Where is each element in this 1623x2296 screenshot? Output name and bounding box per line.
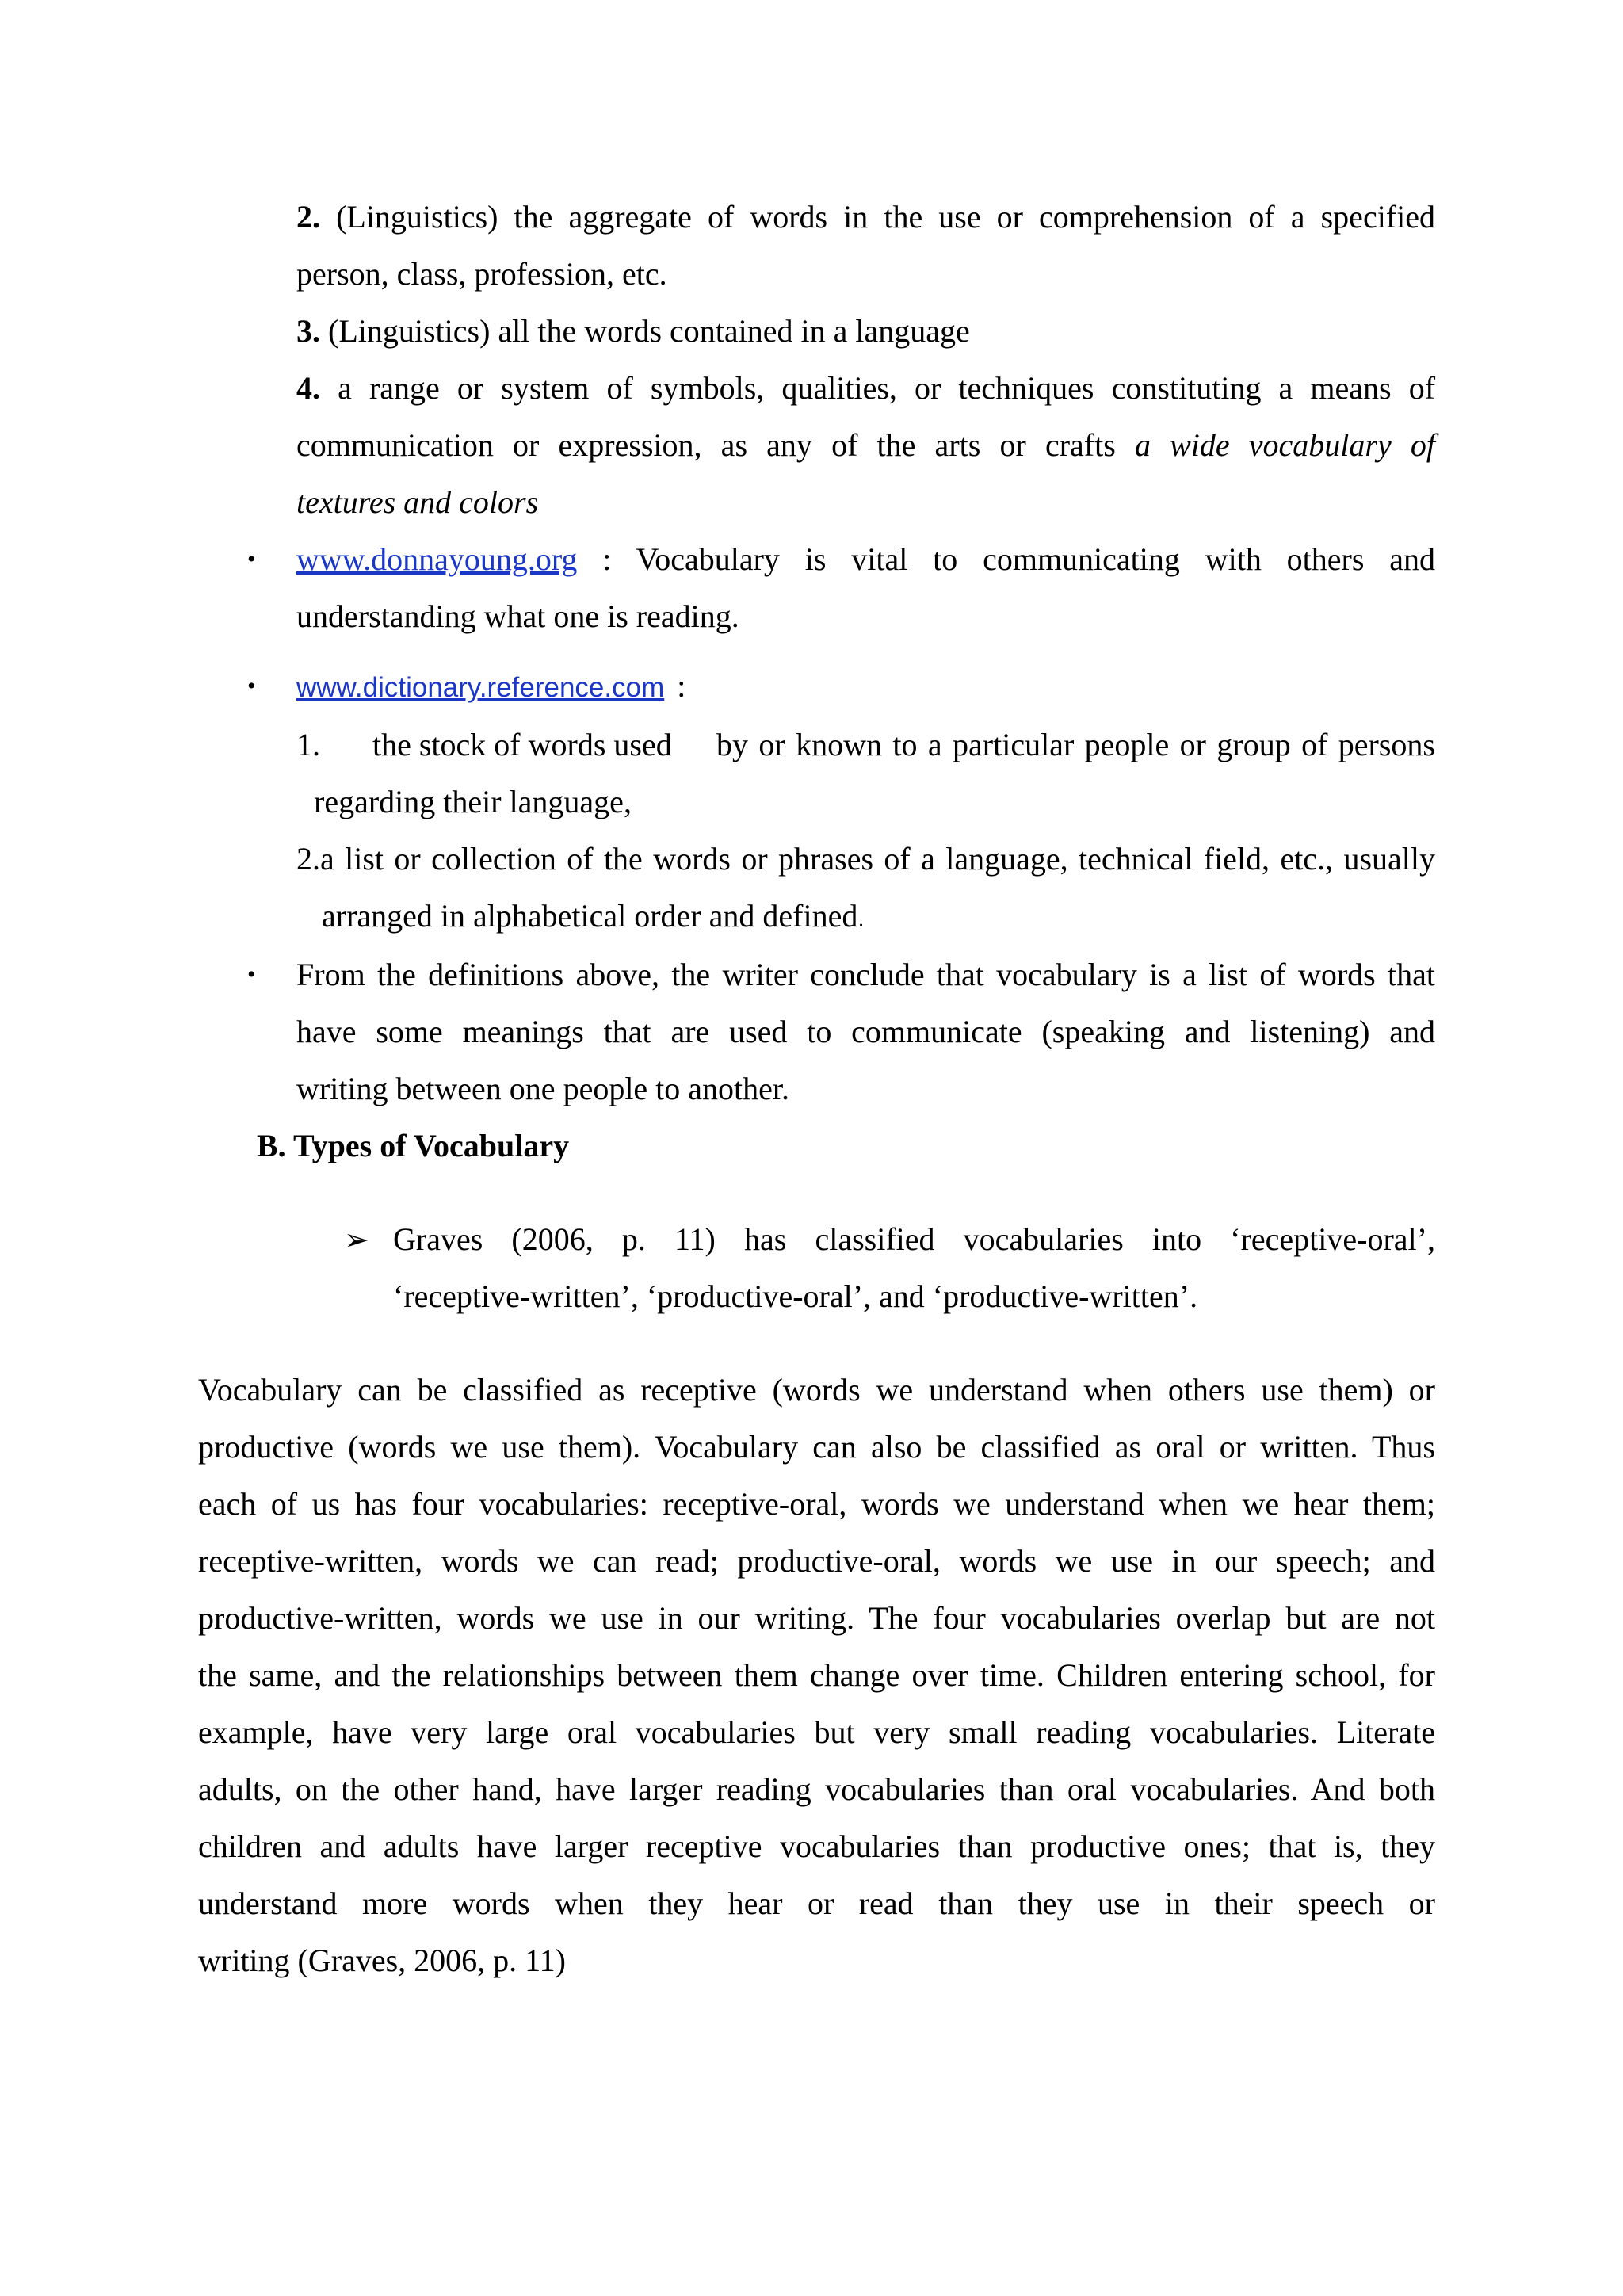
definition-2-line-2: person, class, profession, etc. [296,256,667,292]
definition-3 [296,303,970,360]
paragraph-line: example, have very large oral vocabularies but very small reading vocabularies. Literate [198,1714,1435,1750]
paragraph-line: children and adults have larger receptive vocabularies than productive ones; that is, they [198,1828,1435,1864]
conclusion-line-2: have some meanings that are used to communicate (speaking and listening) and [296,1014,1435,1049]
paragraph-line: adults, on the other hand, have larger reading vocabularies than oral vocabularies. And both [198,1771,1435,1807]
paragraph-line: understand more words when they hear or read than they use in their speech or [198,1885,1435,1921]
donnayoung-link[interactable]: www.donnayoung.org [296,541,578,577]
definition-4-number: 4. [296,370,320,406]
graves-line-1: Graves (2006, p. 11) has classified vocabularies into ‘receptive-oral’, [393,1221,1435,1257]
bullet-icon: • [247,961,256,988]
donnayoung-line-2: understanding what one is reading. [296,598,739,634]
bullet-icon: • [247,546,256,572]
definition-3-number: 3. [296,313,320,349]
definition-4-line-3: textures and colors [296,484,539,520]
paragraph-line: each of us has four vocabularies: receptive-oral, words we understand when we hear them; [198,1486,1435,1522]
paragraph-line: writing (Graves, 2006, p. 11) [198,1943,566,1978]
conclusion-line-3: writing between one people to another. [296,1071,790,1106]
paragraph-line: productive (words we use them). Vocabulary can also be classified as oral or written. Thus [198,1429,1435,1465]
donnayoung-text: : Vocabulary is vital to communicating with others and [602,541,1435,577]
dictionary-def-2-period: . [857,906,865,932]
dictionary-heading [296,658,685,716]
paragraph-line: productive-written, words we use in our writing. The four vocabularies overlap but are not [198,1600,1435,1636]
definition-3-text: (Linguistics) all the words contained in a language [328,313,970,349]
dictionary-def-2-line-1: 2.a list or collection of the words or phrases of a language, technical field, etc., usually [296,841,1435,877]
dictionary-def-1-text-a: the stock of words used [372,727,672,762]
conclusion-line-1: From the definitions above, the writer conclude that vocabulary is a list of words that [296,957,1435,992]
donnayoung-line-1 [296,531,1435,588]
definition-4-text: a range or system of symbols, qualities, or techniques constituting a means of [338,370,1436,406]
definition-2-line-1 [296,189,1435,246]
definition-2-number: 2. [296,199,320,235]
paragraph-line: Vocabulary can be classified as receptive (words we understand when others use them) or [198,1372,1435,1408]
bullet-icon: • [247,673,256,699]
dictionary-def-2-line-2 [322,888,865,948]
dictionary-def-1-line-2: regarding their language, [314,784,632,819]
arrow-bullet-icon: ➢ [344,1222,369,1257]
definition-2-text: (Linguistics) the aggregate of words in the use or comprehension of a specified [336,199,1435,235]
dictionary-def-1-number: 1. [296,727,320,762]
graves-line-2: ‘receptive-written’, ‘productive-oral’, and ‘productive-written’. [393,1278,1198,1314]
paragraph-line: the same, and the relationships between them change over time. Children entering school, for [198,1657,1435,1693]
definition-4-plain: communication or expression, as any of the arts or crafts [296,427,1116,463]
dictionary-link[interactable]: www.dictionary.reference.com [296,672,665,703]
section-b-heading: B. Types of Vocabulary [257,1128,570,1163]
definition-4-line-1 [296,360,1435,417]
dictionary-colon: : [677,668,686,704]
paragraph-line: receptive-written, words we can read; productive-oral, words we use in our speech; and [198,1543,1435,1579]
definition-4-line-2 [296,417,1435,474]
dictionary-def-1-text-b: by or known to a particular people or group of persons [716,727,1435,762]
definition-4-example: a wide vocabulary of [1134,427,1436,463]
dictionary-def-2-text: arranged in alphabetical order and defined [322,898,858,934]
